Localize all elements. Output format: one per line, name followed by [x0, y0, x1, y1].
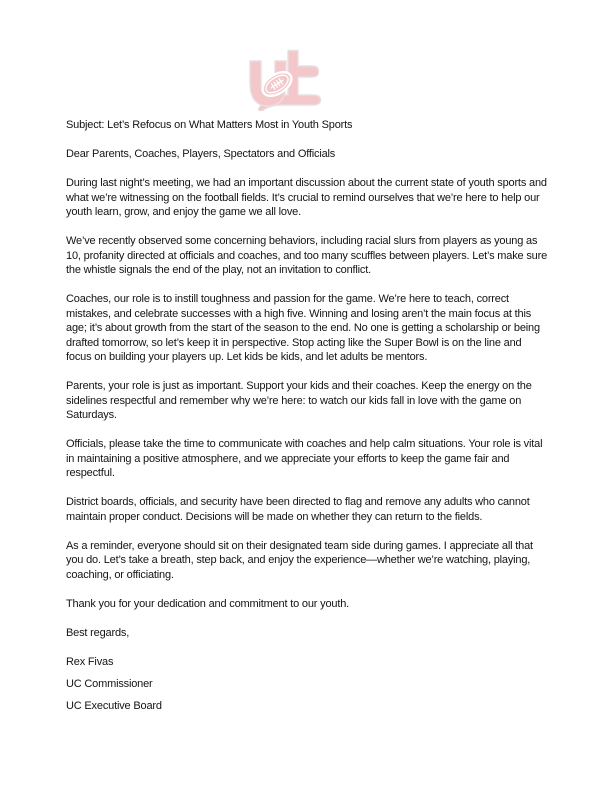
body-paragraph-1: During last night’s meeting, we had an important discussion about the current state of youth sports and what we’re witnessing on the football fields. It’s crucial to remind ourselves that we’re here to help our youth learn, grow, and enjoy the game we all love.: [66, 177, 547, 218]
closing-line: Best regards,: [66, 626, 130, 639]
thanks-line: Thank you for your dedication and commitment to our youth.: [66, 597, 350, 610]
subject-line: Subject: Let’s Refocus on What Matters Most in Youth Sports: [66, 119, 353, 131]
uc-logo-graphic: [242, 49, 322, 111]
signature-title-executive-board: UC Executive Board: [66, 699, 162, 712]
body-paragraph-2: We’ve recently observed some concerning behaviors, including racial slurs from players as young as 10, profanity directed at officials and coaches, and too many scuffles between players. Let’s make sure the whistle signals the end of the play, not an invitation to conflict.: [66, 235, 548, 276]
body-paragraph-6: District boards, officials, and security have been directed to flag and remove any adults who cannot maintain proper conduct. Decisions will be made on whether they can return to the fields.: [66, 496, 530, 523]
letter-body: [66, 118, 548, 721]
body-paragraph-5: Officials, please take the time to communicate with coaches and help calm situations. Your role is vital in maintaining a positive atmosphere, and we appreciate your efforts to keep the game fair and respectful.: [66, 438, 543, 479]
signature-title-commissioner: UC Commissioner: [66, 677, 153, 690]
body-paragraph-7: As a reminder, everyone should sit on their designated team side during games. I appreciate all that you do. Let’s take a breath, step back, and enjoy the experience—whether we’re watching, playing, coaching, or officiating.: [66, 539, 533, 581]
salutation: Dear Parents, Coaches, Players, Spectators and Officials: [66, 148, 336, 160]
body-paragraph-3: Coaches, our role is to instill toughness and passion for the game. We’re here to teach, correct mistakes, and celebrate successes with a high five. Winning and losing aren’t the main focus at this age; it’s about growth from the start of the season to the end. No one is getting a scholarship or being drafted tomorrow, so let’s keep it in perspective. Stop acting like the Super Bowl is on the line and focus on building your players up. Let kids be kids, and let adults be mentors.: [66, 293, 540, 363]
signature-name: Rex Fivas: [66, 655, 114, 668]
body-paragraph-4: Parents, your role is just as important. Support your kids and their coaches. Keep the energy on the sidelines respectful and remember why we’re here: to watch our kids fall in love with the game on Saturdays.: [66, 380, 532, 421]
uc-football-monogram-logo: [242, 49, 322, 111]
